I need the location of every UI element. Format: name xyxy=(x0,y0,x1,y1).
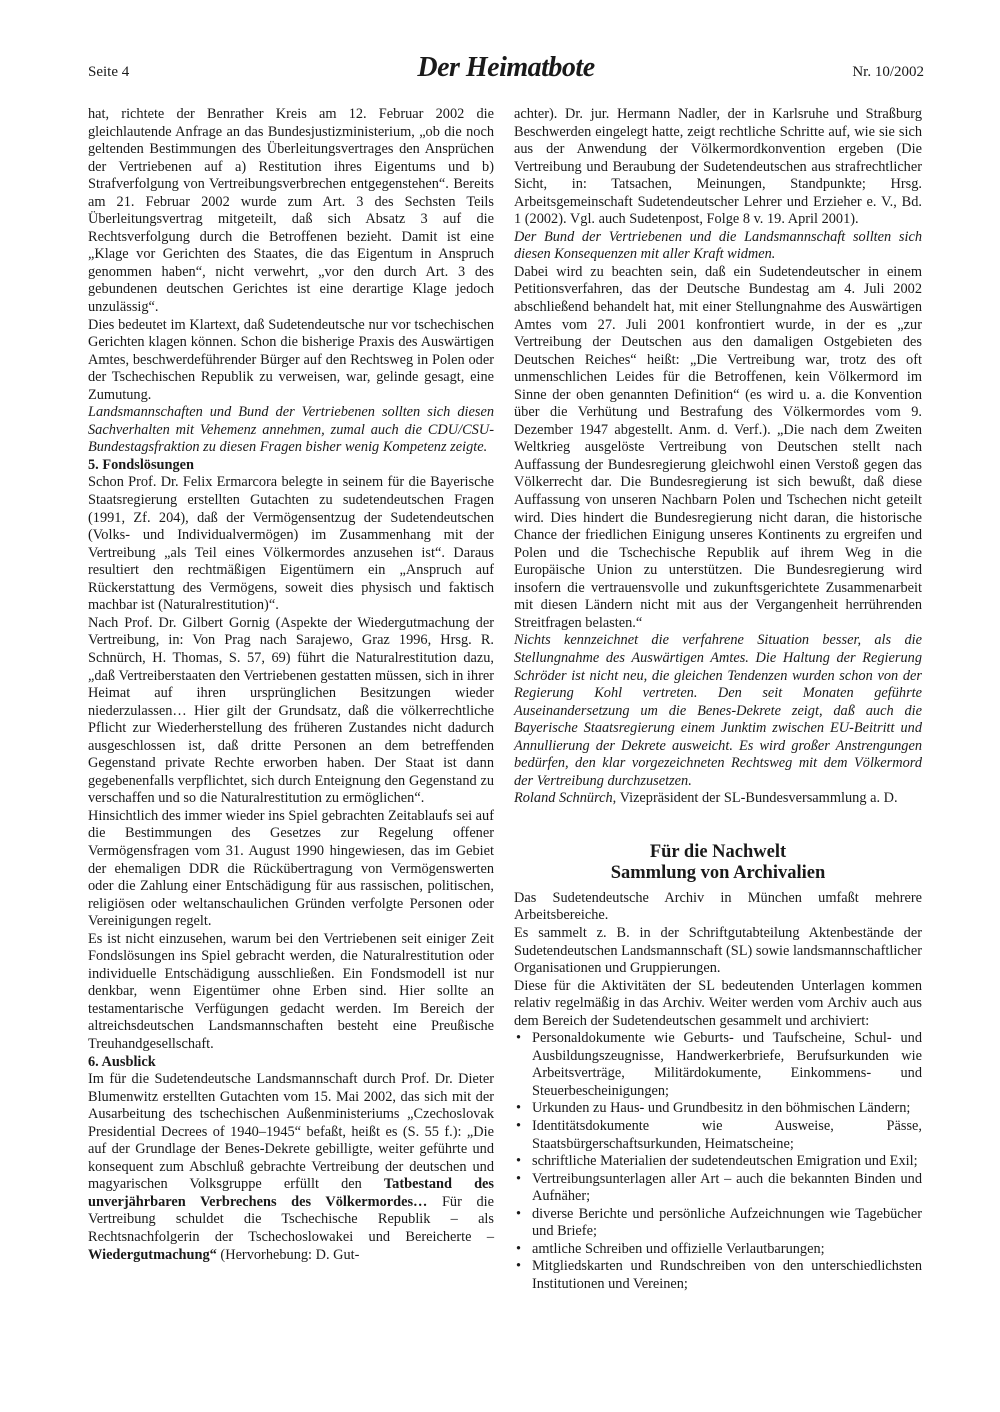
paragraph: Es sammelt z. B. in der Schriftgutabteilung Aktenbestände der Sudetendeutschen Landsmannschaft (SL) sowie landsmannschaftlicher Organisationen und Gruppierungen. xyxy=(514,924,922,977)
list-item: • Mitgliedskarten und Rundschreiben von den unterschiedlichsten Institutionen und Vereinen; xyxy=(514,1258,922,1293)
right-column xyxy=(514,106,922,1293)
left-column xyxy=(88,106,494,1264)
archive-list xyxy=(514,1030,922,1293)
page-header xyxy=(88,52,924,92)
italic-comment: Landsmannschaften und Bund der Vertriebenen sollten sich diesen Sachverhalten mit Vehemenz annehmen, zumal auch die CDU/CSU-Bundestagsfraktion zu diesen Fragen bisher wenig Kompetenz zeigte. xyxy=(88,404,494,456)
paragraph: Dabei wird zu beachten sein, daß ein Sudetendeutscher in einem Petitionsverfahren, das der Deutsche Bundestag am 4. Juli 2002 abschließend behandelt hat, mit einer Stellungnahme des Auswärtigen Amtes vom 27. Juli 2001 konfrontiert wurde, in der es „zur Vertreibung der Deutschen aus den damaligen Ostgebieten des Deutschen Reiches“ heißt: „Die Vertreibung war, trotz des oft unmenschlichen Leides für die Betroffenen, kein Völkermord im Sinne der oben genannten Definition“ (es wird u. a. die Konvention über die Verhütung und Bestrafung des Völkermordes vom 9. Dezember 1947 abgestellt. Anm. d. Verf.). „Die nach dem Zweiten Weltkrieg ausgelöste Vertreibung von Deutschen stellt nach Auffassung der Bundesregierung gleichwohl einen Verstoß gegen das Völkerrecht dar. Die Bundesregierung ist sich bewußt, daß diese Auffassung von unseren Nachbarn Polen und Tschechen nicht geteilt wird. Dies hindert die Bundesregierung nicht daran, die historische Chance der friedlichen Einigung unseres Kontinents zu ergreifen und Polen und die Tschechische Republik auf ihrem Weg in die Europäische Union zu unterstützen. Die Bundesregierung wird insofern die vertrauensvolle und zukunftsgerichtete Zusammenarbeit mit diesen Ländern nicht mit aus der Vergangenheit herrührenden Streitfragen belasten.“ xyxy=(514,263,922,631)
paragraph: hat, richtete der Benrather Kreis am 12. Februar 2002 die gleichlautende Anfrage an das Bundesjustizministerium, „ob die noch geltenden Bestimmungen des Überleitungsvertrages den Ansprüchen der Vertriebenen auf a) Restitution ihres Eigentums und b) Strafverfolgung von Vertreibungsverbrechen entgegenstehen“. Bereits am 21. Februar 2002 wurde zum Art. 3 des Sechsten Teils Überleitungsvertrag mitgeteilt, daß sich Absatz 3 auf die Rechtsverfolgung durch die Betroffenen bezieht. Damit ist eine „Klage vor Gerichten des Staates, die das Eigentum in Anspruch genommen haben“, nicht verwehrt, „vor den durch Art. 3 des gebundenen deutschen Gerichtes ist eine derartige Klage jedoch unzulässig“. xyxy=(88,106,494,316)
title-line: Sammlung von Archivalien xyxy=(610,862,826,883)
ausblick-paragraph xyxy=(88,1071,494,1264)
section-heading: 5. Fondslösungen xyxy=(88,456,195,473)
page-number: Seite 4 xyxy=(88,64,130,80)
section-heading: 6. Ausblick xyxy=(88,1053,156,1070)
paragraph: Dies bedeutet im Klartext, daß Sudetendeutsche nur vor tschechischen Gerichten klagen können. Schon die bisherige Praxis des Auswärtigen Amtes, beschwerdeführender Bürger auf den Rechtsweg in Polen oder der Tschechischen Republik zu verweisen, war, gelinde gesagt, eine Zumutung. xyxy=(88,316,494,403)
paragraph: Es ist nicht einzusehen, warum bei den Vertriebenen seit einiger Zeit Fondslösungen ins Spiel gebracht werden, die Naturalrestitution oder individuelle Entschädigung ausschließen. Ein Fondsmodell ist nur denkbar, wenn Eigentümer ohne Erben sind. Hier sollte an testamentarische Verfügungen gedacht werden. Im Bereich der altreichsdeutschen Landsmannschaften besteht eine Preußische Treuhandgesellschaft. xyxy=(88,930,494,1052)
list-item: • amtliche Schreiben und offizielle Verlautbarungen; xyxy=(514,1241,922,1259)
list-item: • Vertreibungsunterlagen aller Art – auch die bekannten Binden und Aufnäher; xyxy=(514,1171,922,1206)
paragraph: Das Sudetendeutsche Archiv in München umfaßt mehrere Arbeitsbereiche. xyxy=(514,889,922,924)
italic-comment: Nichts kennzeichnet die verfahrene Situation besser, als die Stellungnahme des Auswärtigen Amtes. Die Haltung der Regierung Schröder ist nicht neu, die gleichen Tendenzen wurden schon von der Regierung Kohl vertreten. Den seit Monaten geführte Auseinandersetzung um die Benes-Dekrete zeigt, daß auch die Bayerische Staatsregierung einem Junktim zwischen EU-Beitritt und Annullierung der Dekrete ausweicht. Es wird großer Anstrengungen bedürfen, den klar vorgezeichneten Rechtsweg mit dem Völkermord der Vertreibung durchzusetzen. xyxy=(514,632,922,789)
emphasis-text: Wiedergutmachung“ xyxy=(88,1246,217,1263)
text-run: Im für die Sudetendeutsche Landsmannschaft durch Prof. Dr. Dieter Blumenwitz erstellten Gutachten vom 15. Mai 2002, das sich mit der Ausarbeitung des tschechischen Außenministeriums „Czechoslovak Presidential Decrees of 1940–1945“ befaßt, heißt es (S. 55 f.): „Die auf der Grundlage der Benes-Dekrete gebilligte, weiter geführte und konsequent zum Abschluß gebrachte Vertreibung der deutschen und magyarischen Volksgruppe erfüllt den xyxy=(88,1071,494,1193)
author-role: , Vizepräsident der SL-Bundesversammlung a. D. xyxy=(612,790,898,807)
paragraph: Schon Prof. Dr. Felix Ermarcora belegte in seinem für die Bayerische Staatsregierung erstellten Gutachten zu sudetendeutschen Fragen (1991, Zf. 204), daß der Vermögensentzug der Sudetendeutschen (Volks- und Individualvermögen) im Zusammenhang mit der Vertreibung „als Teil eines Völkermordes anzusehen ist“. Daraus resultiert den rechtmäßigen Eigentümern ein „Anspruch auf Rückerstattung des Vermögens, soweit dies physisch und faktisch machbar ist (Naturalrestitution)“. xyxy=(88,474,494,614)
paragraph: Nach Prof. Dr. Gilbert Gornig (Aspekte der Wiedergutmachung der Vertreibung, in: Von Prag nach Sarajewo, Graz 1996, Hrsg. R. Schnürch, H. Thomas, S. 57, 69) führt die Naturalrestitution dazu, „daß Vertreiberstaaten den Vertriebenen gestatten müssen, sich in ihrer Heimat auf ihren ursprünglichen Besitzungen wieder niederzulassen… Hier gilt der Grundsatz, daß die völkerrechtliche Pflicht zur Wiederherstellung des früheren Zustandes nicht dadurch ausgeschlossen ist, daß dritte Personen an dem betreffenden Gegenstand private Rechte erworben haben. Der Staat ist dann gegebenenfalls verpflichtet, sich durch Enteignung den Gegenstand zu verschaffen und so die Naturalrestitution zu ermöglichen“. xyxy=(88,614,494,807)
list-item: • diverse Berichte und persönliche Aufzeichnungen wie Tagebücher und Briefe; xyxy=(514,1206,922,1241)
title-line: Für die Nachwelt xyxy=(649,841,787,862)
masthead-logo: Der Heimatbote xyxy=(417,52,595,83)
paragraph: achter). Dr. jur. Hermann Nadler, der in Karlsruhe und Straßburg Beschwerden eingelegt hatte, zeigt rechtliche Schritte auf, wie sie sich aus der Anwendung der Völkermordkonvention ergeben (Die Vertreibung und Beraubung der Sudetendeutschen aus strafrechtlicher Sicht, in: Tatsachen, Meinungen, Standpunkte; Hrsg. Arbeitsgemeinschaft Sudetendeutscher Lehrer und Erzieher e. V., Bd. 1 (2002). Vgl. auch Sudetenpost, Folge 8 v. 19. April 2001). xyxy=(514,106,922,228)
text-run: Für die Vertreibung schuldet die Tschechische Republik – als Rechtsnachfolgerin der Tschechoslowakei und Bereicherte – xyxy=(88,1193,494,1245)
text-run: (Hervorhebung: D. Gut- xyxy=(216,1246,360,1263)
paragraph: Hinsichtlich des immer wieder ins Spiel gebrachten Zeitablaufs sei auf die Bestimmungen des Gesetzes zur Regelung offener Vermögensfragen vom 31. August 1990 hingewiesen, das im Gebiet der ehemaligen DDR die Rückübertragung von Vermögenswerten oder die Zahlung einer Entschädigung für aus rassischen, politischen, religiösen oder weltanschaulichen Gründen verfolgte Personen oder Vereinigungen regelt. xyxy=(88,807,494,930)
author-signature xyxy=(514,790,922,808)
list-item: • Urkunden zu Haus- und Grundbesitz in den böhmischen Ländern; xyxy=(514,1100,922,1118)
issue-number: Nr. 10/2002 xyxy=(852,64,924,80)
article-title xyxy=(514,842,922,884)
italic-comment: Der Bund der Vertriebenen und die Landsmannschaft sollten sich diesen Konsequenzen mit aller Kraft widmen. xyxy=(514,228,922,263)
paragraph: Diese für die Aktivitäten der SL bedeutenden Unterlagen kommen relativ regelmäßig in das Archiv. Weiter werden vom Archiv auch aus dem Bereich der Sudetendeutschen gesammelt und archiviert: xyxy=(514,977,922,1029)
list-item: • schriftliche Materialien der sudetendeutschen Emigration und Exil; xyxy=(514,1153,922,1171)
list-item: • Identitätsdokumente wie Ausweise, Pässe, Staatsbürgerschaftsurkunden, Heimatscheine; xyxy=(514,1118,922,1153)
list-item: • Personaldokumente wie Geburts- und Taufscheine, Schul- und Ausbildungszeugnisse, Handwerkerbriefe, Berufsurkunden wie Arbeitsverträge, Militärdokumente, Einkommens- und Steuerbescheinigungen; xyxy=(514,1030,922,1100)
author-name: Roland Schnürch xyxy=(514,790,613,807)
emphasis-text: Tatbestand des unverjährbaren Verbrechens des Völkermordes… xyxy=(88,1176,495,1210)
